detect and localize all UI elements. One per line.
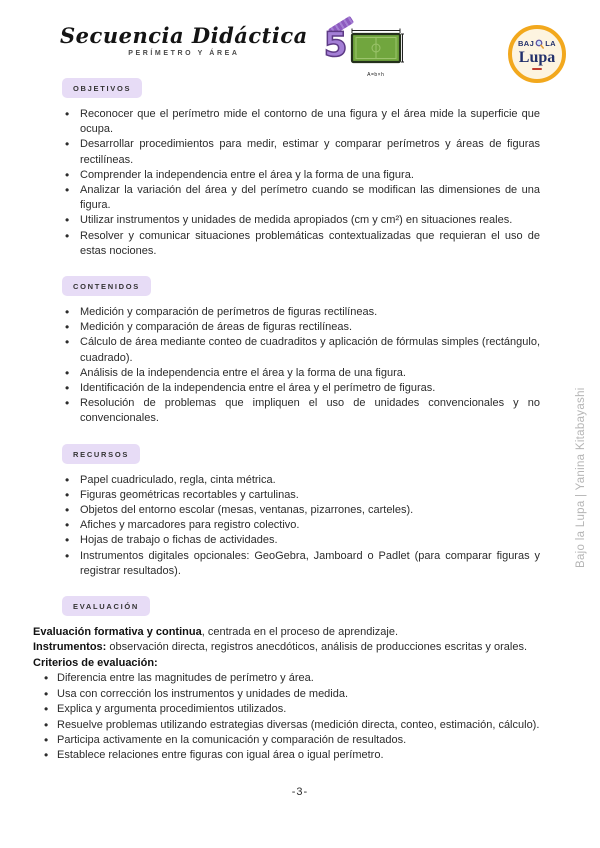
list-item: • Explica y argumenta procedimientos utilizados.: [33, 702, 540, 717]
list-item: • Hojas de trabajo o fichas de actividades.: [62, 533, 540, 548]
list-item: • Objetos del entorno escolar (mesas, ventanas, pizarrones, carteles).: [62, 503, 540, 518]
list-item: • Figuras geométricas recortables y cartulinas.: [62, 488, 540, 503]
logo-text-left: BAJ: [517, 38, 535, 48]
page-header: [60, 24, 408, 76]
logo-brand-name: Lupa: [518, 48, 556, 66]
section-contenidos: [33, 276, 540, 427]
list-item: • Afiches y marcadores para registro colectivo.: [62, 518, 540, 533]
eval-paragraph: [33, 656, 540, 671]
list-item: • Resolver y comunicar situaciones problemáticas contextualizadas que requieran el uso de estas nociones.: [62, 229, 540, 259]
objetivos-list: [62, 107, 540, 259]
eval-bold-lead: Criterios de evaluación:: [33, 656, 158, 669]
area-formula-caption: A=b×h: [367, 72, 385, 78]
soccer-field-icon: [348, 28, 404, 66]
logo-text-right: LA: [545, 38, 557, 48]
list-item: • Resolución de problemas que impliquen el uso de unidades convencionales y no convencionales.: [62, 396, 540, 426]
eval-paragraph: [33, 625, 540, 640]
title-block: [60, 24, 308, 57]
eval-paragraph-text: , centrada en el proceso de aprendizaje.: [201, 626, 399, 639]
list-item: • Instrumentos digitales opcionales: GeoGebra, Jamboard o Padlet (para comparar figuras y registrar resultados).: [62, 549, 540, 579]
logo-top-line: [518, 39, 556, 49]
page-subtitle: PERÍMETRO Y ÁREA: [128, 50, 240, 57]
section-objetivos: [33, 78, 540, 259]
eval-paragraph: [33, 640, 540, 655]
list-item: • Desarrollar procedimientos para medir, estimar y comparar perímetros y áreas de figuras rectilíneas.: [62, 137, 540, 167]
list-item: • Comprender la independencia entre el área y la forma de una figura.: [62, 168, 540, 183]
section-badge-objetivos: OBJETIVOS: [62, 78, 142, 98]
soccer-field-illustration: [348, 28, 404, 78]
list-item: • Cálculo de área mediante conteo de cuadraditos y aplicación de fórmulas simples (rectángulo, cuadrado).: [62, 335, 540, 365]
recursos-list: [62, 473, 540, 579]
list-item: • Analizar la variación del área y del perímetro cuando se modifican las dimensiones de una figura.: [62, 183, 540, 213]
section-badge-contenidos: CONTENIDOS: [62, 276, 151, 296]
eval-bold-lead: Evaluación formativa y continua: [33, 626, 202, 639]
contenidos-list: [62, 305, 540, 427]
section-evaluacion: [33, 596, 540, 764]
list-item: • Reconocer que el perímetro mide el contorno de una figura y el área mide la superficie que ocupa.: [62, 107, 540, 137]
list-item: • Utilizar instrumentos y unidades de medida apropiados (cm y cm²) en situaciones reales.: [62, 213, 540, 228]
eval-paragraph-text: observación directa, registros anecdóticos, análisis de producciones escritas y orales.: [106, 641, 527, 654]
evaluation-paragraphs: [33, 625, 540, 764]
list-item: • Diferencia entre las magnitudes de perímetro y área.: [33, 671, 540, 686]
section-badge-evaluacion: EVALUACIÓN: [62, 596, 150, 616]
list-item: • Medición y comparación de perímetros de figuras rectilíneas.: [62, 305, 540, 320]
list-item: • Resuelve problemas utilizando estrategias diversas (medición directa, conteo, estimación, cálculo).: [33, 718, 540, 733]
list-item: • Papel cuadriculado, regla, cinta métrica.: [62, 473, 540, 488]
page-number: -3-: [291, 786, 309, 798]
eval-bold-lead: Instrumentos:: [33, 641, 107, 654]
logo-red-mark: [532, 68, 542, 70]
list-item: • Análisis de la independencia entre el área y la forma de una figura.: [62, 366, 540, 381]
magnifier-icon: [535, 39, 544, 49]
criterios-list: [33, 671, 540, 763]
list-item: • Participa activamente en la comunicación y comparación de resultados.: [33, 733, 540, 748]
author-watermark: Bajo la Lupa | Yanina Kitabayashi: [575, 387, 587, 568]
list-item: • Medición y comparación de áreas de figuras rectilíneas.: [62, 320, 540, 335]
document-body: [33, 78, 540, 764]
grade-number: 5: [323, 25, 348, 65]
grade-graphic: [322, 24, 408, 76]
section-recursos: [33, 444, 540, 579]
list-item: • Establece relaciones entre figuras con igual área o igual perímetro.: [33, 748, 540, 763]
list-item: • Usa con corrección los instrumentos y unidades de medida.: [33, 687, 540, 702]
bajo-la-lupa-logo: [508, 25, 566, 83]
page-title: Secuencia Didáctica: [60, 23, 308, 48]
list-item: • Identificación de la independencia entre el área y el perímetro de figuras.: [62, 381, 540, 396]
section-badge-recursos: RECURSOS: [62, 444, 140, 464]
